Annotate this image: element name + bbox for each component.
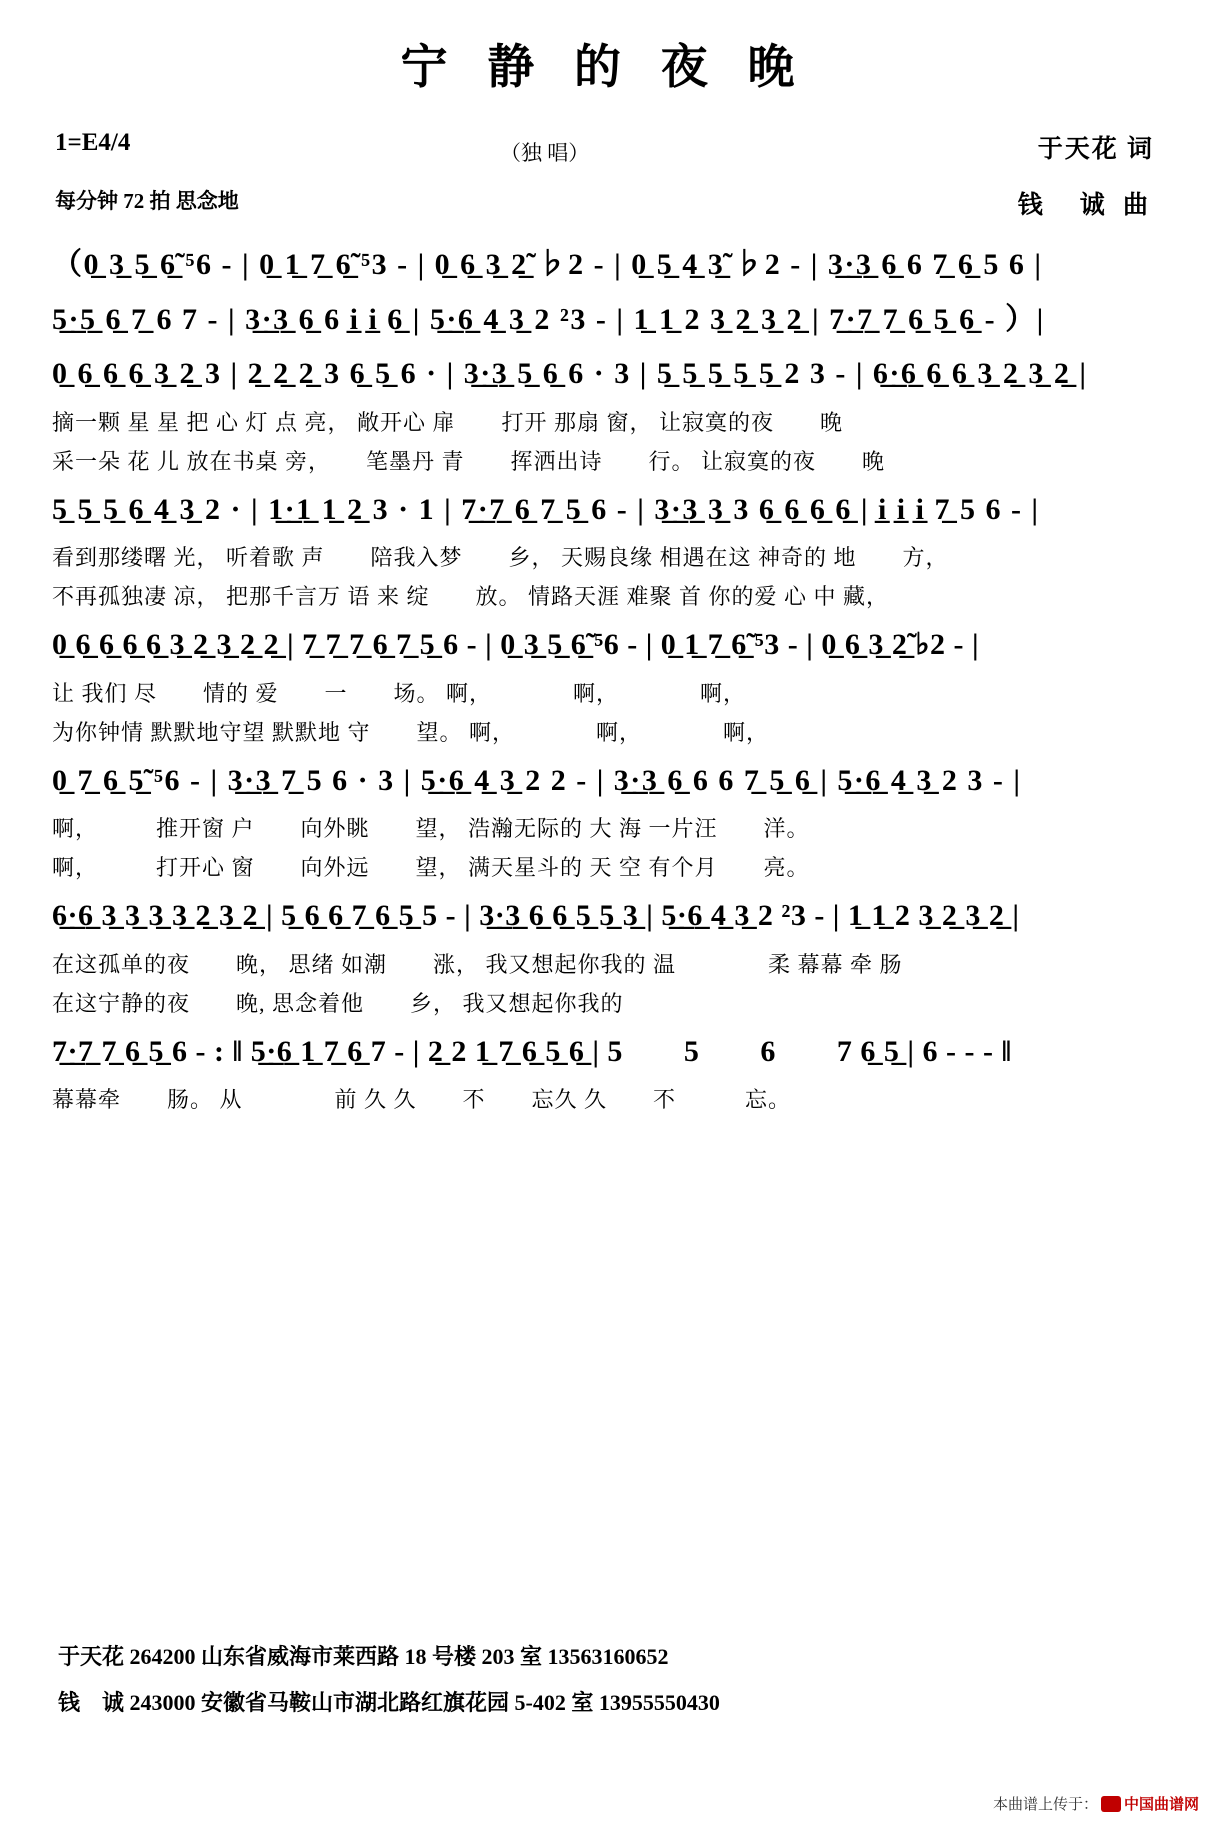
notation-line: 0̲ 6̲ 6̲ 6̲ 3̲ 2̲ 3 | 2̲ 2̲ 2̲ 3 6̲ 5̲ 6 · | 3̲·̲3̲ 5̲ 6̲ 6 · 3 | 5̲ 5̲ 5̲ 5̲ 5̲ 2 3 - | 6̲·̲6̲ 6̲ 6̲ 3̲ 2̲ 3̲ 2̲ |: [52, 357, 1088, 390]
notation-line: 0̲ 7̲ 6̲ 5̲̃ ⁵6 - | 3̲·̲3̲ 7̲ 5 6 · 3 | 5̲·̲6̲ 4̲ 3̲ 2 2 - | 3̲·̲3̲ 6̲ 6 6 7̲ 5̲ 6̲ | 5̲·̲6̲ 4̲ 3̲ 2 3 - |: [52, 763, 1022, 797]
lyric-line: 啊， 打开心 窗 向外远 望， 满天星斗的 天 空 有个月 亮。: [52, 855, 810, 880]
sheet-music-page: [0, 30, 1209, 1822]
page-title: 宁 静 的 夜 晚: [400, 42, 809, 94]
lyric-line: 不再孤独凄 凉， 把那千言万 语 来 绽 放。 情路天涯 难聚 首 你的爱 心 中 藏，: [52, 584, 890, 609]
lyric-line: 让 我们 尽 情的 爱 一 场。 啊， 啊， 啊，: [52, 680, 747, 706]
contact-footer: [58, 1634, 720, 1726]
credit-brand: 中国曲谱网: [1123, 1797, 1199, 1813]
credit-prefix: 本曲谱上传于：: [992, 1797, 1098, 1813]
lyric-line: 采一朵 花 儿 放在书桌 旁， 笔墨丹 青 挥洒出诗 行。 让寂寞的夜 晚: [52, 448, 886, 474]
lyric-line: 为你钟情 默默地守望 默默地 守 望。 啊， 啊， 啊，: [52, 719, 770, 745]
music-system: [52, 478, 1157, 614]
notation-line: 5̲·̲5̲ 6̲ 7̲ 6 7 - | 3̲·̲3̲ 6̲ 6 i̲ i̲ 6̲ | 5̲·̲6̲ 4̲ 3̲ 2 ²3 - | 1̲ 1̲ 2 3̲ 2̲ 3̲ 2̲ | 7̲·̲7̲ 7̲ 6̲ 5̲ 6̲ - ）|: [52, 302, 1045, 336]
lyric-line: 摘一颗 星 星 把 心 灯 点 亮， 敞开心 扉 打开 那扇 窗， 让寂寞的夜 晚: [52, 409, 844, 435]
performance-type: （独 唱）: [500, 141, 590, 165]
notation-line: 5̲ 5̲ 5̲ 6̲ 4̲ 3̲ 2 · | 1̲·̲1̲ 1̲ 2̲ 3 · 1 | 7̲·̲7̲ 6̲ 7̲ 5̲ 6 - | 3̲·̲3̲ 3̲ 3 6̲ 6̲ 6̲ 6̲ | i̲ i̲ i̲ 7̲ 5 6 - |: [52, 492, 1040, 526]
music-system: [52, 884, 1157, 1020]
music-system: [52, 749, 1157, 885]
header-meta: [0, 123, 1209, 233]
lyric-line: 看到那缕曙 光， 听着歌 声 陪我入梦 乡， 天赐良缘 相遇在这 神奇的 地 方，: [52, 545, 949, 570]
notation-line: 6̲·̲6̲ 3̲ 3̲ 3̲ 3̲ 2̲ 3̲ 2̲ | 5̲ 6̲ 6̲ 7̲ 6̲ 5̲ 5 - | 3̲·̲3̲ 6̲ 6̲ 5̲ 5̲ 3̲ | 5̲·̲6̲ 4̲ 3̲ 2 ²3 - | 1̲ 1̲ 2 3̲ 2̲ 3̲ 2̲ |: [52, 899, 1020, 932]
music-system: [52, 233, 1157, 288]
tempo-marking: 每分钟 72 拍 思念地: [55, 189, 239, 213]
lyric-line: 在这宁静的夜 晚, 思念着他 乡， 我又想起你我的: [52, 990, 624, 1016]
key-signature: 1=E4/4: [55, 129, 131, 156]
music-system: [52, 342, 1157, 478]
notation-line: （0̲ 3̲ 5̲ 6̲̃ ⁵6 - | 0̲ 1̲ 7̲ 6̲̃ ⁵3 - | 0̲ 6̲ 3̲ 2̲̃ ♭2 - | 0̲ 5̲ 4̲ 3̲̃ ♭2 - | 3̲·̲3̲ 6̲ 6 7̲ 6̲ 5 6 |: [52, 248, 1043, 281]
notation-line: 0̲ 6̲ 6̲ 6̲ 6̲ 3̲ 2̲ 3̲ 2̲ 2̲ | 7̲ 7̲ 7̲ 6̲ 7̲ 5̲ 6 - | 0̲ 3̲ 5̲ 6̲̃ ⁵6 - | 0̲ 1̲ 7̲ 6̲̃ ⁵3 - | 0̲ 6̲ 3̲ 2̲̃ ♭2 - |: [52, 628, 980, 661]
footer-line-lyricist: 于天花 264200 山东省威海市莱西路 18 号楼 203 室 13563160652: [58, 1643, 669, 1669]
composer-credit: 钱 诚 曲: [1017, 192, 1154, 219]
notation-line: 7̲·̲7̲ 7̲ 6̲ 5̲ 6 - : ‖ 5̲·̲6̲ 1̲ 7̲ 6̲ 7 - | 2̲ 2 1̲ 7̲ 6̲ 5̲ 6̲ | 5 5 6 7 6̲ 5̲ | 6 - - - ‖: [52, 1034, 1012, 1068]
music-system: [52, 613, 1157, 749]
music-system: [52, 1020, 1157, 1117]
music-system: [52, 288, 1157, 343]
footer-line-composer: 钱 诚 243000 安徽省马鞍山市湖北路红旗花园 5-402 室 13955550430: [58, 1689, 720, 1715]
lyric-line: 在这孤单的夜 晚， 思绪 如潮 涨， 我又想起你我的 温 柔 幕幕 牵 肠: [52, 951, 903, 977]
lyric-line: 啊， 推开窗 户 向外眺 望， 浩瀚无际的 大 海 一片汪 洋。: [52, 816, 810, 841]
site-credit: [993, 1793, 1199, 1814]
lyricist-credit: 于天花 词: [1037, 136, 1154, 163]
lyric-line: 幕幕牵 肠。 从 前 久 久 不 忘久 久 不 忘。: [52, 1087, 792, 1112]
site-logo-icon: [1101, 1796, 1121, 1812]
